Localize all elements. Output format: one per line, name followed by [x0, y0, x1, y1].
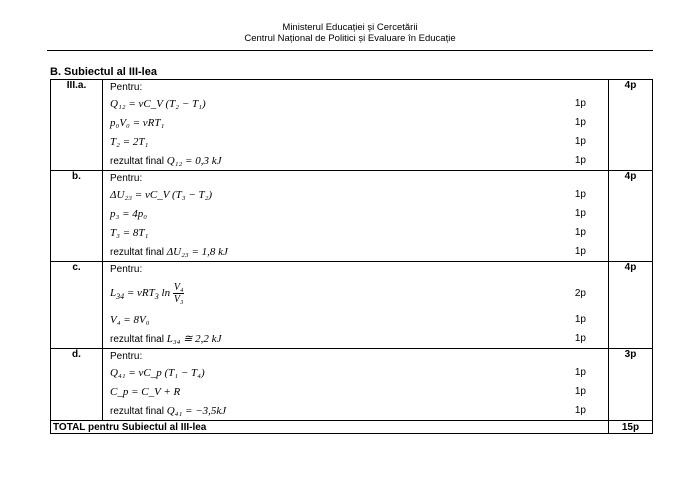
- table-row: [51, 80, 653, 171]
- criteria-line: [103, 151, 608, 170]
- formula: C_p = C_V + R: [110, 385, 181, 398]
- row-points: 4p: [609, 80, 653, 171]
- criteria-line: [103, 382, 608, 401]
- formula-lhs: $L_{34} = \nu RT_3$ ln: [110, 286, 171, 301]
- criteria-line: [103, 94, 608, 113]
- line-points: 1p: [574, 98, 586, 109]
- fraction-denominator: V₃: [173, 293, 184, 305]
- grading-table: [50, 79, 653, 434]
- total-points: 15p: [609, 421, 653, 434]
- formula: V₄ = 8V₀: [110, 313, 150, 326]
- criteria-line: [103, 113, 608, 132]
- row-intro: Pentru:: [110, 172, 143, 184]
- line-points: 1p: [574, 367, 586, 378]
- criteria-line: [103, 223, 608, 242]
- row-label: c.: [51, 262, 103, 349]
- row-intro: Pentru:: [110, 81, 143, 93]
- formula: p₀V₀ = νRT₁: [110, 116, 165, 129]
- result-prefix: rezultat final: [110, 405, 164, 417]
- criteria-line: [103, 185, 608, 204]
- total-label: TOTAL pentru Subiectul al III-lea: [51, 421, 609, 434]
- header-center: Centrul Național de Politici și Evaluare în Educație: [244, 33, 456, 44]
- header-ministry: Ministerul Educației și Cercetării: [282, 22, 418, 33]
- row-intro: Pentru:: [110, 263, 143, 275]
- row-label: III.a.: [51, 80, 103, 171]
- formula: Q₄₁ = −3,5kJ: [166, 404, 227, 417]
- row-content: [103, 80, 609, 171]
- fraction: [173, 282, 185, 305]
- result-prefix: rezultat final: [110, 155, 164, 167]
- row-points: 3p: [609, 349, 653, 421]
- criteria-line: [103, 276, 608, 310]
- line-points: 1p: [574, 136, 586, 147]
- section-title: B. Subiectul al III-lea: [50, 66, 157, 78]
- formula: Q₁₂ = 0,3 kJ: [166, 154, 222, 167]
- criteria-line: [103, 204, 608, 223]
- row-content: [103, 262, 609, 349]
- line-points: 1p: [574, 314, 586, 325]
- row-content: [103, 349, 609, 421]
- document-header: [0, 22, 700, 44]
- table-row: [51, 262, 653, 349]
- row-points: 4p: [609, 262, 653, 349]
- line-points: 1p: [574, 386, 586, 397]
- row-label: d.: [51, 349, 103, 421]
- line-points: 1p: [574, 189, 586, 200]
- result-prefix: rezultat final: [110, 246, 164, 258]
- row-intro: Pentru:: [110, 350, 143, 362]
- fraction-numerator: V₄: [173, 281, 184, 293]
- formula: ΔU₂₃ = 1,8 kJ: [166, 245, 228, 258]
- row-label: b.: [51, 171, 103, 262]
- formula: T₂ = 2T₁: [110, 135, 149, 148]
- formula: Q₁₂ = νC_V (T₂ − T₁): [110, 97, 206, 110]
- formula: ΔU₂₃ = νC_V (T₃ − T₂): [110, 188, 213, 201]
- result-prefix: rezultat final: [110, 334, 164, 345]
- line-points: 1p: [574, 227, 586, 238]
- row-points: 4p: [609, 171, 653, 262]
- line-points: 1p: [574, 155, 586, 166]
- line-points: 1p: [574, 405, 586, 416]
- total-row: [51, 421, 653, 434]
- line-points: 1p: [574, 333, 586, 344]
- criteria-line: [103, 363, 608, 382]
- formula: p₃ = 4p₀: [110, 207, 148, 220]
- line-points: 1p: [574, 208, 586, 219]
- table-row: [51, 171, 653, 262]
- table-row: [51, 349, 653, 421]
- criteria-line: [103, 310, 608, 329]
- formula: Q₄₁ = νC_p (T₁ − T₄): [110, 366, 205, 379]
- criteria-line: [103, 401, 608, 420]
- line-points: 1p: [574, 117, 586, 128]
- criteria-line: [103, 132, 608, 151]
- line-points: 2p: [574, 287, 586, 299]
- formula: L₃₄ ≅ 2,2 kJ: [166, 333, 222, 345]
- criteria-line: [103, 329, 608, 348]
- formula: T₃ = 8T₁: [110, 226, 149, 239]
- criteria-line: [103, 242, 608, 261]
- formula-with-fraction: [110, 282, 184, 305]
- line-points: 1p: [574, 246, 586, 257]
- header-rule: [47, 50, 653, 51]
- row-content: [103, 171, 609, 262]
